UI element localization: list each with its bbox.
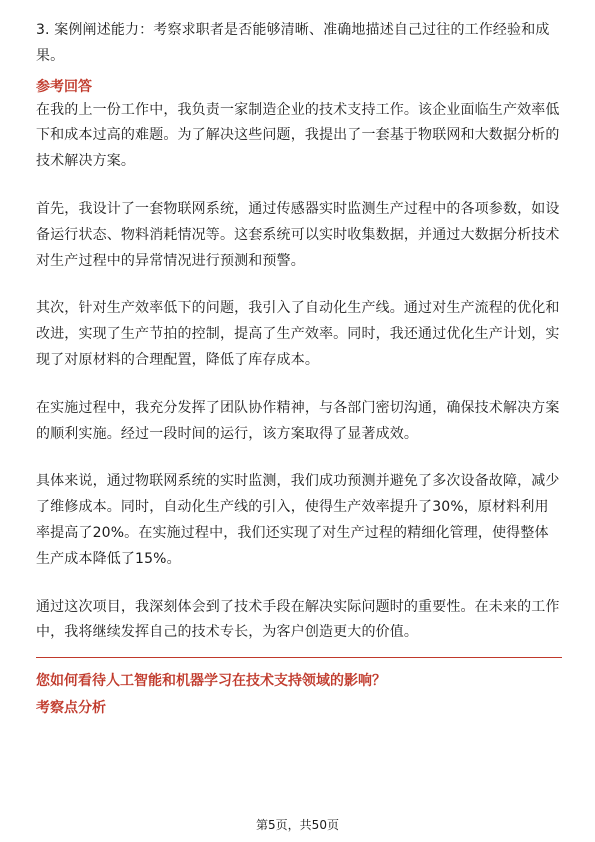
- answer-paragraph-5: 具体来说，通过物联网系统的实时监测，我们成功预测并避免了多次设备故障，减少了维修成本。同时，自动化生产线的引入，使得生产效率提升了30%，原材料利用率提高了20%。在实施过程中，我们还实现了对生产过程的精细化管理，使得整体生产成本降低了15%。: [36, 473, 560, 567]
- answer-paragraph-3: 其次，针对生产效率低下的问题，我引入了自动化生产线。通过对生产流程的优化和改进，实现了生产节拍的控制，提高了生产效率。同时，我还通过优化生产计划，实现了对原材料的合理配置，降低了库存成本。: [36, 300, 560, 368]
- page-number: 第5页，共50页: [256, 818, 339, 832]
- next-question-title: 您如何看待人工智能和机器学习在技术支持领域的影响？: [36, 673, 386, 690]
- document-page: [36, 18, 562, 719]
- section-divider: [36, 657, 562, 658]
- analysis-heading: 考察点分析: [36, 700, 106, 717]
- answer-paragraph-2: 首先，我设计了一套物联网系统，通过传感器实时监测生产过程中的各项参数，如设备运行状态、物料消耗情况等。这套系统可以实时收集数据，并通过大数据分析技术对生产过程中的异常情况进行预测和预警。: [36, 200, 560, 269]
- answer-heading: 参考回答: [36, 78, 92, 95]
- answer-paragraph-6: 通过这次项目，我深刻体会到了技术手段在解决实际问题时的重要性。在未来的工作中，我将继续发挥自己的技术专长，为客户创造更大的价值。: [36, 598, 560, 641]
- section-item-3: 3. 案例阐述能力：考察求职者是否能够清晰、准确地描述自己过往的工作经验和成果。: [36, 22, 550, 64]
- answer-paragraph-1: 在我的上一份工作中，我负责一家制造企业的技术支持工作。该企业面临生产效率低下和成本过高的难题。为了解决这些问题，我提出了一套基于物联网和大数据分析的技术解决方案。: [36, 101, 560, 170]
- answer-paragraph-4: 在实施过程中，我充分发挥了团队协作精神，与各部门密切沟通，确保技术解决方案的顺利实施。经过一段时间的运行，该方案取得了显著成效。: [36, 399, 560, 442]
